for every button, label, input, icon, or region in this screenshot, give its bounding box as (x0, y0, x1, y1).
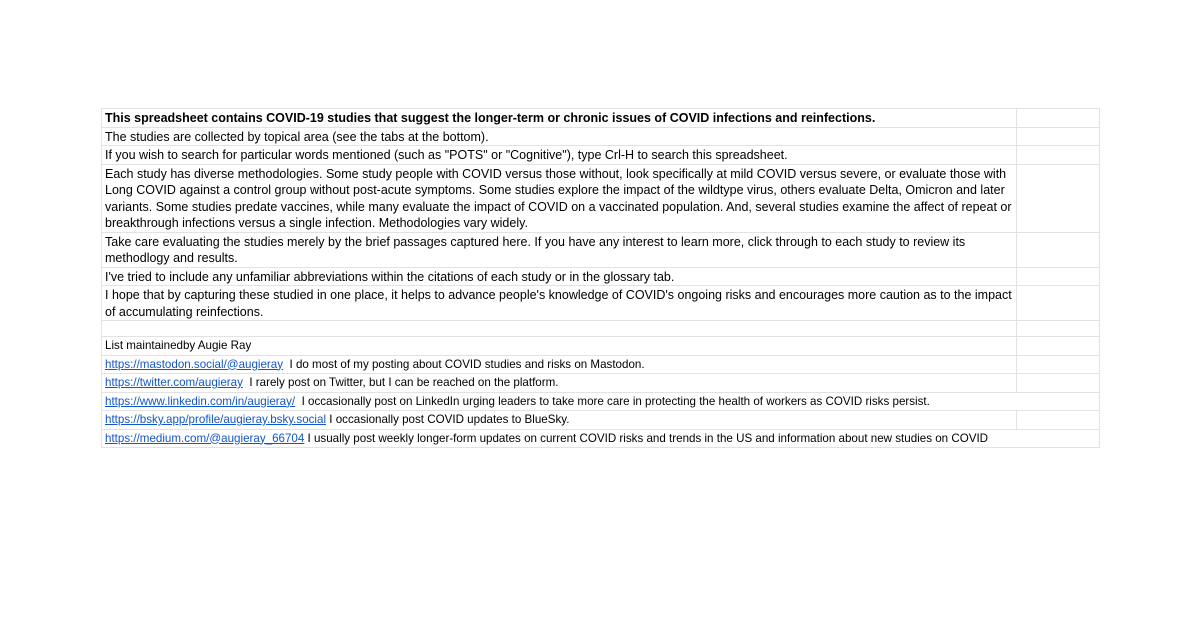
cell-empty[interactable] (1017, 164, 1100, 232)
table-row (102, 127, 1100, 146)
cell-text[interactable]: I've tried to include any unfamiliar abbreviations within the citations of each study or in the glossary tab. (102, 267, 1017, 286)
link-description: I occasionally post on LinkedIn urging leaders to take more care in protecting the health of workers as COVID risks persist. (301, 394, 930, 408)
cell-text[interactable]: Take care evaluating the studies merely by the brief passages captured here. If you have any interest to learn more, click through to each study to review its methodlogy and results. (102, 232, 1017, 267)
table-row (102, 355, 1100, 374)
cell-link-row[interactable] (102, 429, 1100, 448)
table-row (102, 286, 1100, 321)
cell-maintainer[interactable]: List maintainedby Augie Ray (102, 337, 1017, 356)
cell-link-row[interactable] (102, 411, 1017, 430)
cell-empty[interactable] (1017, 355, 1100, 374)
bluesky-link[interactable]: https://bsky.app/profile/augieray.bsky.social (105, 413, 327, 426)
cell-link-row[interactable] (102, 374, 1017, 393)
cell-empty[interactable] (1017, 286, 1100, 321)
table-row (102, 429, 1100, 448)
cell-empty[interactable] (102, 321, 1017, 337)
cell-empty[interactable] (1017, 232, 1100, 267)
mastodon-link[interactable]: https://mastodon.social/@augieray (105, 357, 284, 371)
table-row (102, 267, 1100, 286)
cell-empty[interactable] (1017, 321, 1100, 337)
cell-empty[interactable] (1017, 337, 1100, 356)
table-row (102, 232, 1100, 267)
cell-empty[interactable] (1017, 127, 1100, 146)
cell-empty[interactable] (1017, 146, 1100, 165)
table-row (102, 164, 1100, 232)
table-row (102, 146, 1100, 165)
linkedin-link[interactable]: https://www.linkedin.com/in/augieray/ (105, 394, 296, 408)
table-row (102, 392, 1100, 411)
cell-link-row[interactable] (102, 392, 1100, 411)
link-description: I rarely post on Twitter, but I can be reached on the platform. (249, 376, 559, 389)
cell-text[interactable]: I hope that by capturing these studied in one place, it helps to advance people's knowledge of COVID's ongoing risks and encourages more caution as to the impact of accumulating reinfections. (102, 286, 1017, 321)
cell-empty[interactable] (1017, 109, 1100, 128)
twitter-link[interactable]: https://twitter.com/augieray (105, 376, 243, 389)
table-row (102, 109, 1100, 128)
cell-title[interactable]: This spreadsheet contains COVID-19 studies that suggest the longer-term or chronic issues of COVID infections and reinfections. (102, 109, 1017, 128)
table-row (102, 374, 1100, 393)
medium-link[interactable]: https://medium.com/@augieray_66704 (105, 431, 305, 445)
cell-text[interactable]: Each study has diverse methodologies. Some study people with COVID versus those without, look specifically at mild COVID versus severe, or evaluate those with Long COVID against a control group without post-acute symptoms. Some studies explore the impact of the wildtype virus, others evaluate Delta, Omicron and later variants. Some studies predate vaccines, while many evaluate the impact of COVID on a vaccinated population. And, several studies examine the affect of repeat or breakthrough infections versus a single infection. Methodologies vary widely. (102, 164, 1017, 232)
table-row (102, 321, 1100, 337)
cell-link-row[interactable] (102, 355, 1017, 374)
cell-empty[interactable] (1017, 374, 1100, 393)
cell-text[interactable]: The studies are collected by topical area (see the tabs at the bottom). (102, 127, 1017, 146)
table-row (102, 337, 1100, 356)
link-description: I usually post weekly longer-form updates on current COVID risks and trends in the US and information about new studies on COVID (307, 431, 989, 445)
cell-empty[interactable] (1017, 267, 1100, 286)
table-row (102, 411, 1100, 430)
spreadsheet-table (101, 108, 1100, 448)
cell-text[interactable]: If you wish to search for particular words mentioned (such as "POTS" or "Cognitive"), type Crl-H to search this spreadsheet. (102, 146, 1017, 165)
link-description: I do most of my posting about COVID studies and risks on Mastodon. (289, 357, 645, 371)
cell-empty[interactable] (1017, 411, 1100, 430)
link-description: I occasionally post COVID updates to BlueSky. (329, 413, 570, 426)
